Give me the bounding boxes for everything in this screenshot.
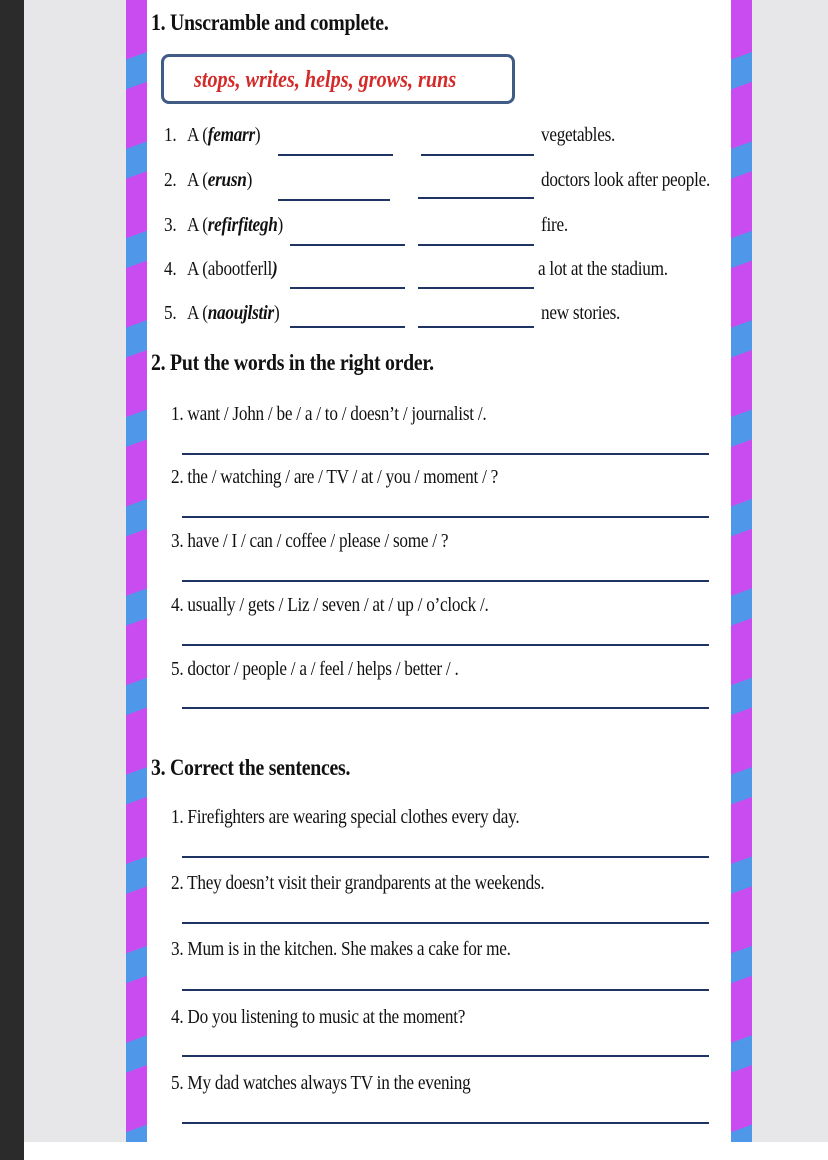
order-item: 3. have / I / can / coffee / please / some / ? — [171, 530, 449, 552]
item-prefix: A ( — [187, 214, 208, 236]
scrambled-word: femarr — [207, 124, 255, 146]
answer-blank-2[interactable] — [418, 287, 534, 289]
answer-line[interactable] — [182, 1055, 709, 1057]
worksheet-page — [147, 0, 731, 1142]
answer-line[interactable] — [182, 580, 709, 582]
item-number: 5. — [164, 302, 177, 324]
answer-line[interactable] — [182, 707, 709, 709]
order-item: 1. want / John / be / a / to / doesn’t / journalist /. — [171, 403, 487, 425]
answer-line[interactable] — [182, 989, 709, 991]
viewer-background-left — [24, 0, 126, 1142]
viewer-left-edge — [0, 0, 24, 1160]
item-suffix: ) — [277, 214, 283, 236]
item-prefix: A ( — [187, 169, 208, 191]
answer-line[interactable] — [182, 856, 709, 858]
answer-line[interactable] — [182, 922, 709, 924]
order-item: 2. the / watching / are / TV / at / you / moment / ? — [171, 466, 499, 488]
correct-item: 2. They doesn’t visit their grandparents at the weekends. — [171, 872, 545, 894]
item-ending: doctors look after people. — [541, 169, 711, 191]
item-suffix: ) — [273, 302, 280, 324]
correct-item: 3. Mum is in the kitchen. She makes a cake for me. — [171, 938, 511, 960]
decorative-stripe-left — [126, 0, 147, 1142]
answer-line[interactable] — [182, 644, 709, 646]
item-prefix: A ( — [187, 302, 208, 324]
section3-title: 3. Correct the sentences. — [151, 755, 351, 780]
item-ending: new stories. — [541, 302, 621, 324]
scrambled-word: naoujlstir — [207, 302, 274, 324]
correct-item: 5. My dad watches always TV in the evening — [171, 1072, 471, 1094]
word-box-text: stops, writes, helps, grows, runs — [194, 67, 457, 93]
viewer-background-right — [752, 0, 828, 1142]
answer-blank-1[interactable] — [278, 199, 390, 201]
answer-line[interactable] — [182, 1122, 709, 1124]
section1-title: 1. Unscramble and complete. — [151, 10, 389, 35]
item-ending: fire. — [541, 214, 568, 236]
decorative-stripe-right — [731, 0, 752, 1142]
answer-line[interactable] — [182, 453, 709, 455]
correct-item: 4. Do you listening to music at the moment? — [171, 1006, 466, 1028]
item-number: 2. — [164, 169, 177, 191]
item-suffix: ) — [254, 124, 261, 146]
answer-blank-2[interactable] — [418, 197, 534, 199]
item-number: 3. — [164, 214, 177, 236]
answer-blank-1[interactable] — [290, 326, 405, 328]
answer-blank-2[interactable] — [421, 154, 534, 156]
viewer-bottom-strip — [24, 1142, 828, 1160]
scrambled-word: abootferll — [207, 258, 273, 280]
answer-blank-1[interactable] — [278, 154, 393, 156]
item-prefix: A ( — [187, 124, 208, 146]
answer-line[interactable] — [182, 516, 709, 518]
scrambled-word: refirfitegh — [207, 214, 278, 236]
section2-title: 2. Put the words in the right order. — [151, 350, 434, 375]
word-box — [161, 54, 515, 104]
answer-blank-1[interactable] — [290, 287, 405, 289]
item-suffix: ) — [272, 258, 278, 280]
item-number: 4. — [164, 258, 177, 280]
answer-blank-2[interactable] — [418, 326, 534, 328]
answer-blank-1[interactable] — [290, 244, 405, 246]
answer-blank-2[interactable] — [418, 244, 534, 246]
correct-item: 1. Firefighters are wearing special clothes every day. — [171, 806, 520, 828]
scrambled-word: erusn — [207, 169, 247, 191]
order-item: 5. doctor / people / a / feel / helps / better / . — [171, 658, 459, 680]
item-number: 1. — [164, 124, 177, 146]
item-prefix: A ( — [187, 258, 208, 280]
item-suffix: ) — [246, 169, 253, 191]
item-ending: a lot at the stadium. — [538, 258, 668, 280]
order-item: 4. usually / gets / Liz / seven / at / up / o’clock /. — [171, 594, 489, 616]
item-ending: vegetables. — [541, 124, 616, 146]
